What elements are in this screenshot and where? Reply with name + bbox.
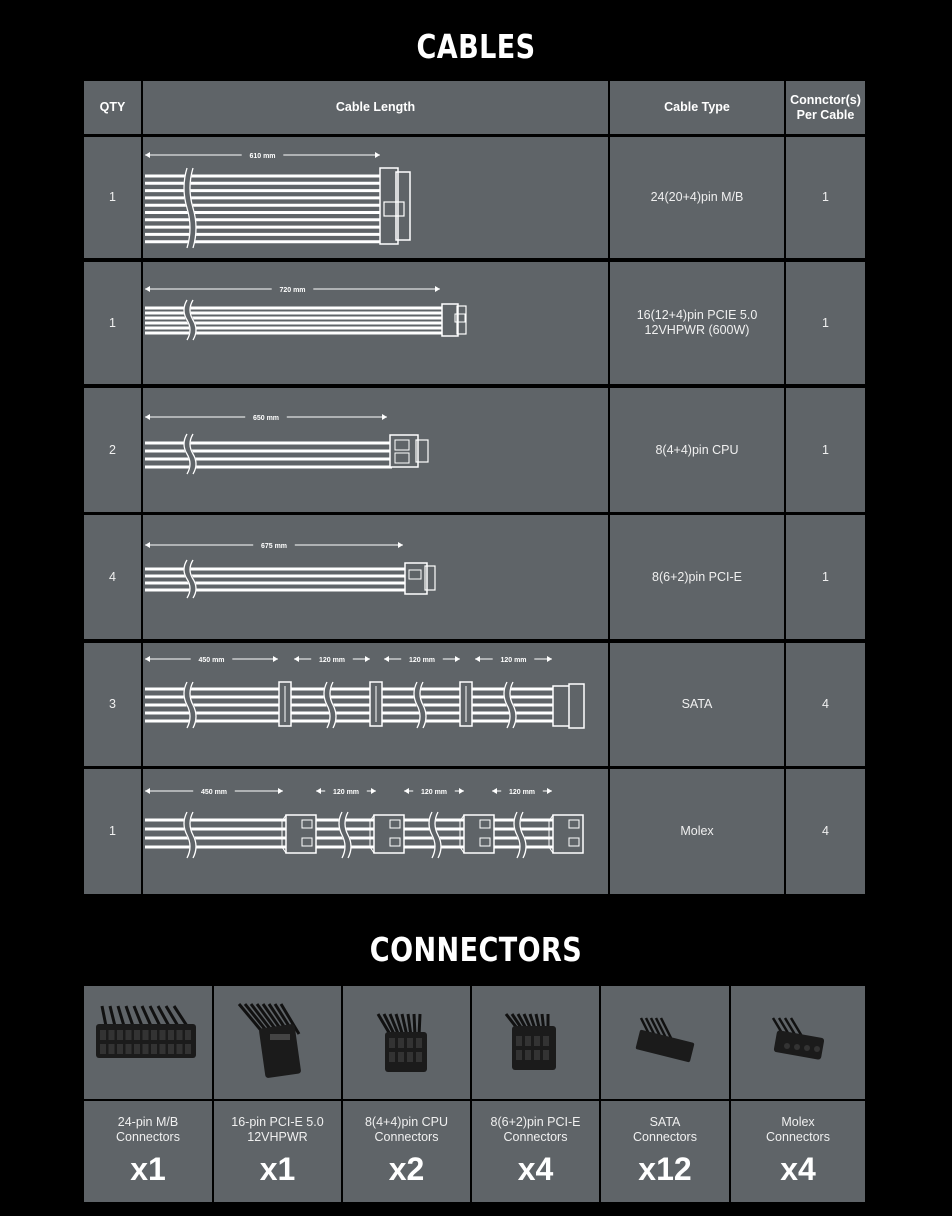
connector-info-cell [343, 1101, 470, 1202]
length-label: 120 mm [408, 657, 436, 664]
row-2-qty-text: 1 [109, 315, 116, 330]
length-label: 650 mm [252, 415, 280, 422]
sata-connector-icon [601, 986, 729, 1099]
row-1-per-cable-text: 1 [822, 190, 829, 204]
atx-24pin-connector-icon [84, 986, 212, 1099]
connector-label: 24-pin M/B Connectors [116, 1115, 180, 1144]
connector-count: x4 [780, 1151, 816, 1187]
length-label: 450 mm [198, 657, 225, 664]
row-1-cable-type-text: 24(20+4)pin M/B [650, 190, 744, 204]
row-4-per-cable-text: 1 [822, 569, 829, 584]
header-connectors-per-cable-label: Connctor(s) Per Cable [790, 92, 861, 122]
connector-label: SATA Connectors [633, 1115, 697, 1144]
connector-info-cell [214, 1101, 341, 1202]
connector-label: 8(6+2)pin PCI-E Connectors [490, 1115, 581, 1144]
connector-info-cell [731, 1101, 865, 1202]
cables-title: CABLES [416, 27, 536, 66]
row-3-cable-type-text: 8(4+4)pin CPU [655, 442, 739, 457]
length-label: 675 mm [260, 543, 288, 550]
row-6-cable-type-text: Molex [680, 824, 714, 838]
pcie-8pin-connector-icon [472, 986, 599, 1099]
molex-connector-icon [731, 986, 865, 1099]
connector-label: 16-pin PCI-E 5.0 12VHPWR [231, 1115, 324, 1144]
row-5-qty-text: 3 [109, 697, 116, 711]
row-6-qty-text: 1 [109, 824, 116, 838]
header-cable-length-label: Cable Length [335, 100, 416, 114]
row-2-per-cable-text: 1 [822, 315, 829, 330]
row-5-per-cable-text: 4 [822, 697, 829, 711]
connector-count: x4 [517, 1151, 554, 1187]
connector-count: x2 [388, 1151, 425, 1187]
connector-count: x12 [638, 1151, 692, 1187]
row-6-per-cable-text: 4 [822, 824, 829, 838]
12vhpwr-connector-icon [214, 986, 341, 1099]
connector-info-cell [601, 1101, 729, 1202]
row-4-qty-text: 4 [109, 569, 116, 584]
connector-label: Molex Connectors [766, 1115, 830, 1144]
row-2-cable-type-text: 16(12+4)pin PCIE 5.0 12VHPWR (600W) [636, 308, 758, 337]
connectors-title: CONNECTORS [369, 930, 583, 969]
length-label: 120 mm [508, 789, 536, 796]
length-label: 120 mm [420, 789, 448, 796]
connector-count: x1 [259, 1151, 296, 1187]
row-3-qty-text: 2 [109, 442, 116, 457]
row-5-cable-type-text: SATA [681, 697, 713, 711]
header-cable-type-label: Cable Type [664, 100, 730, 114]
length-label: 720 mm [279, 287, 306, 294]
header-qty-label: QTY [99, 100, 126, 114]
length-label: 120 mm [500, 657, 527, 664]
cpu-8pin-connector-icon [343, 986, 470, 1099]
length-label: 610 mm [249, 153, 276, 160]
length-label: 450 mm [200, 789, 228, 796]
connector-label: 8(4+4)pin CPU Connectors [364, 1115, 449, 1144]
connector-info-cell [472, 1101, 599, 1202]
connector-count: x1 [130, 1151, 166, 1187]
row-1-qty-text: 1 [109, 190, 116, 204]
length-label: 120 mm [332, 789, 360, 796]
row-3-per-cable-text: 1 [822, 442, 829, 457]
length-label: 120 mm [318, 657, 346, 664]
row-4-cable-type-text: 8(6+2)pin PCI-E [652, 569, 742, 584]
connector-info-cell [84, 1101, 212, 1202]
